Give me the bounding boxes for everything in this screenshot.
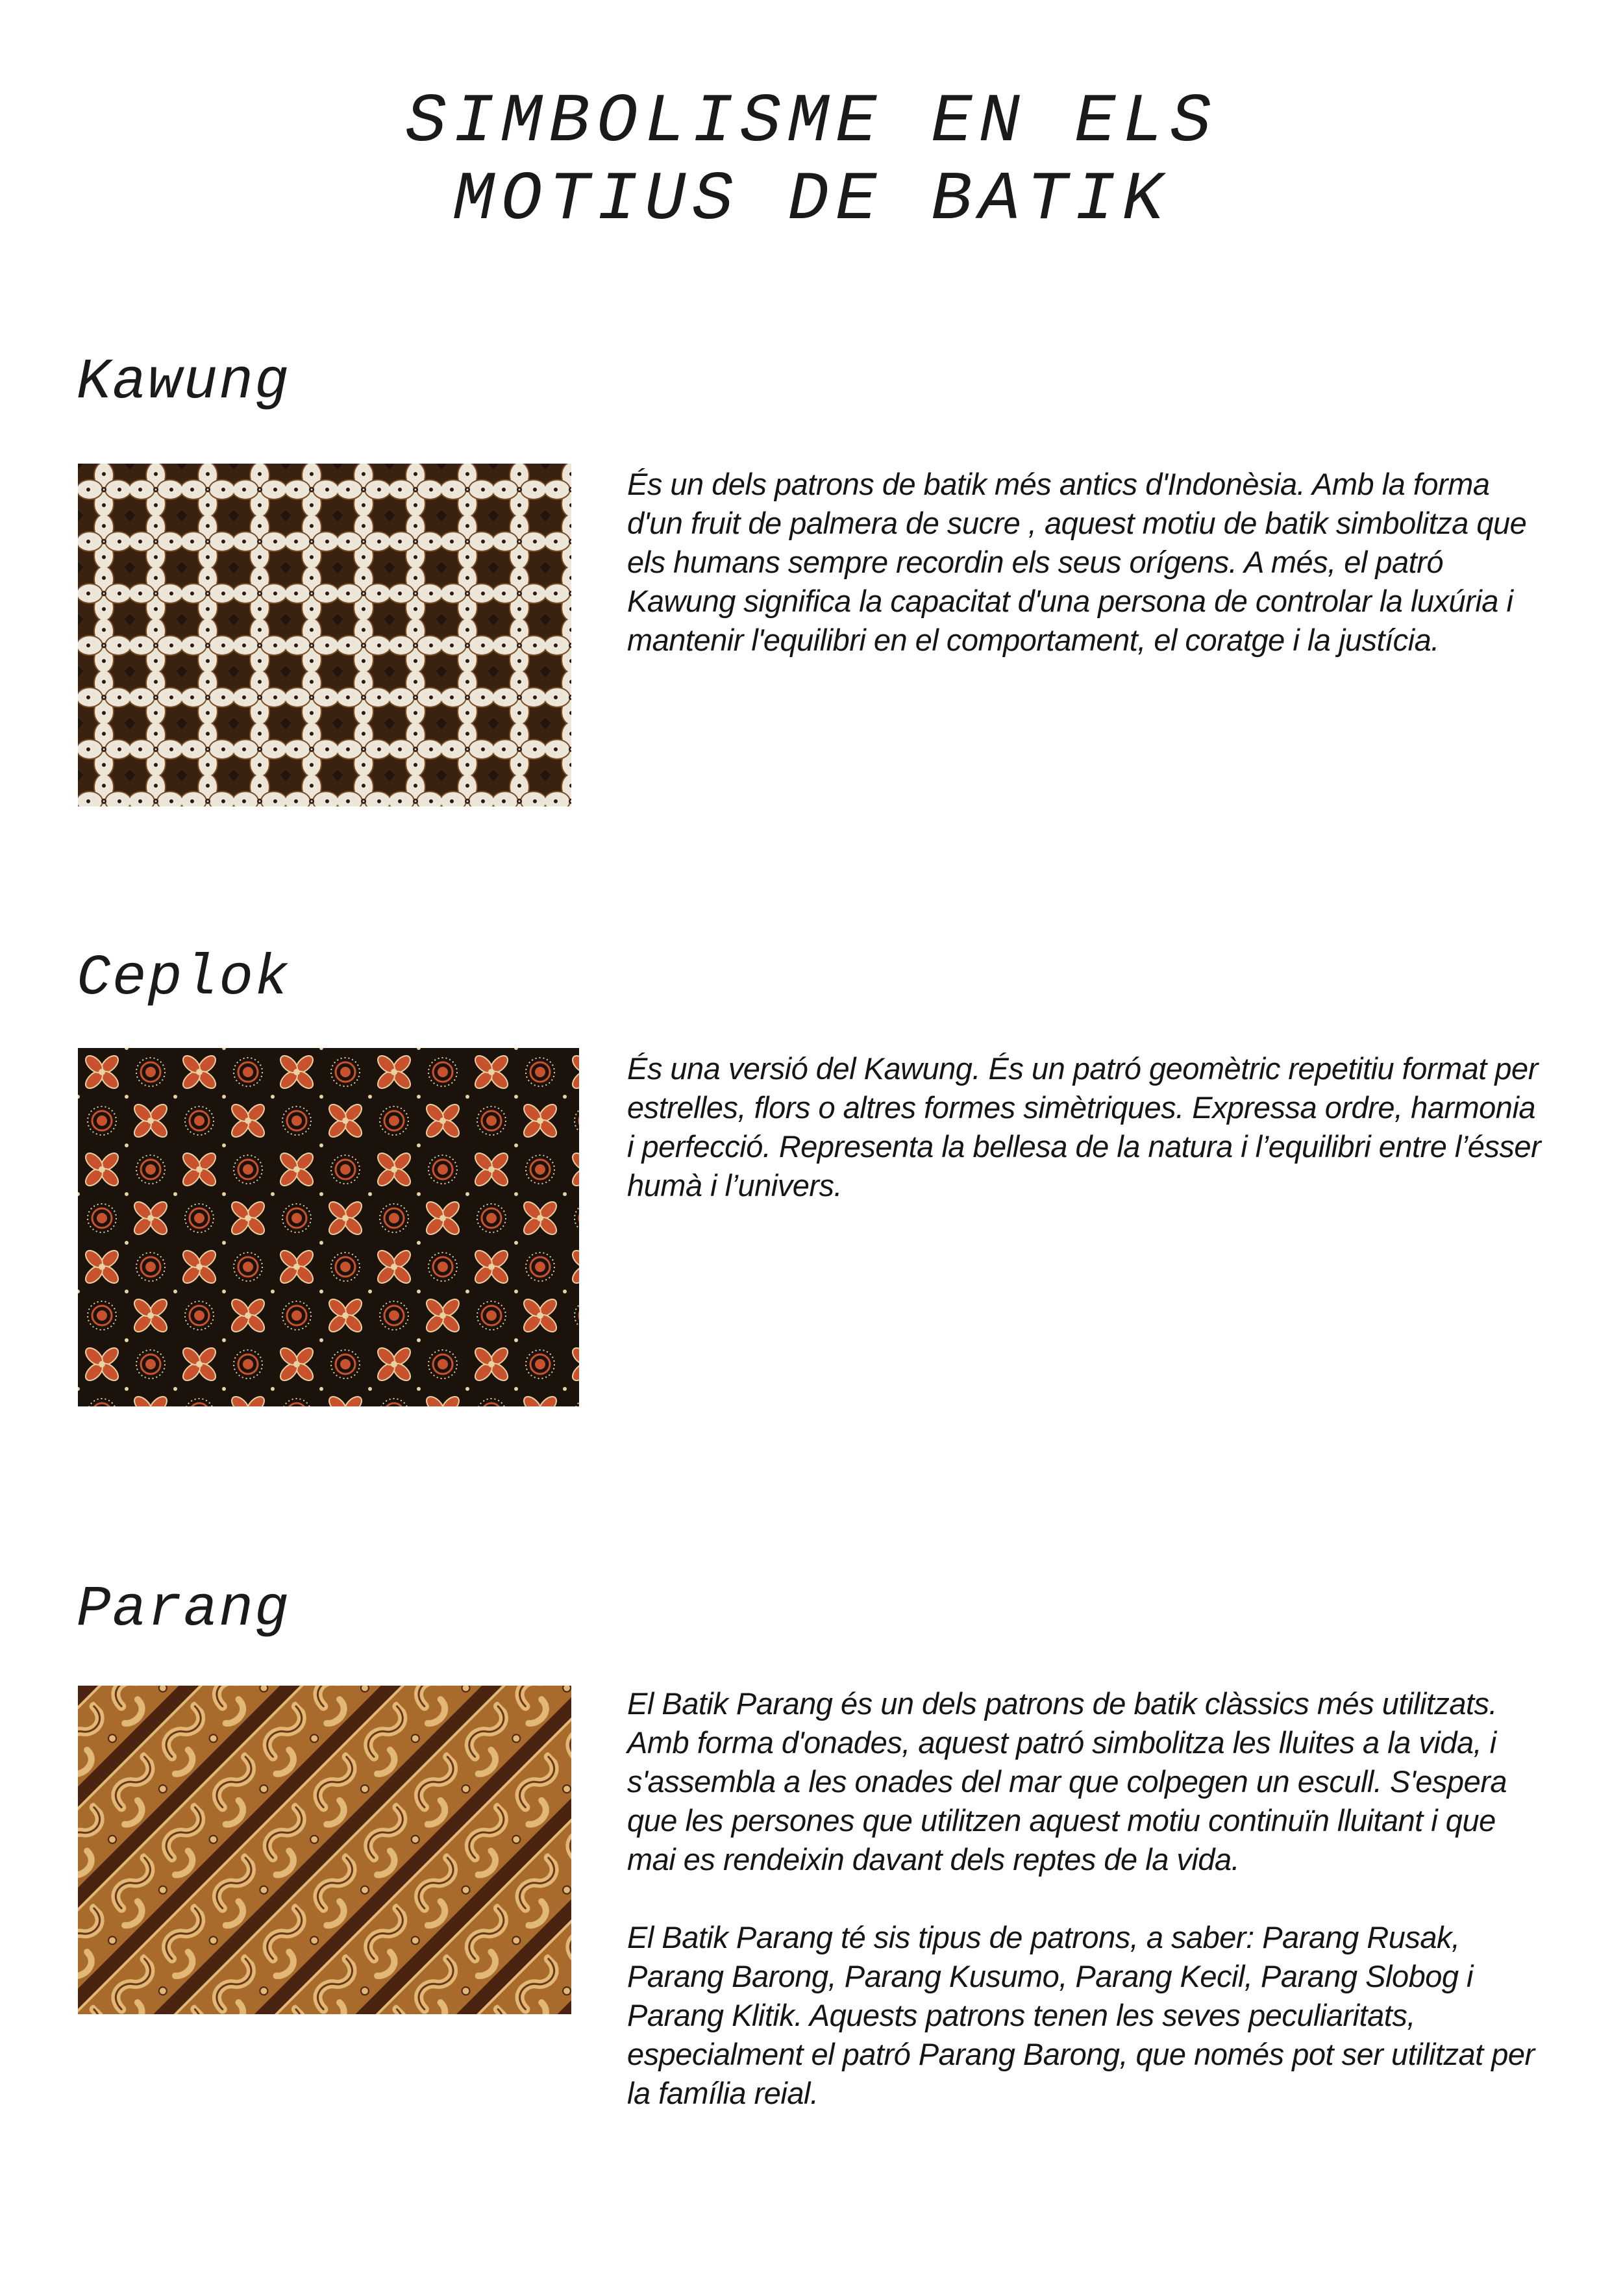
- parang-batik-pattern-image: [78, 1686, 571, 2014]
- ceplok-description: [627, 1049, 1549, 1205]
- page-title-line-1: SIMBOLISME EN ELS: [405, 83, 1218, 161]
- kawung-paragraph: És un dels patrons de batik més antics d'Indonèsia. Amb la forma d'un fruit de palmera de sucre , aquest motiu de batik simbolitza que els humans sempre recordin els seus orígens. A més, el patró Kawung significa la capacitat d'una persona de controlar la luxúria i mantenir l'equilibri en el comportament, el coratge i la justícia.: [627, 467, 1527, 657]
- parang-description: [627, 1684, 1549, 2113]
- parang-paragraph-2: El Batik Parang té sis tipus de patrons, a saber: Parang Rusak, Parang Barong, Parang Kusumo, Parang Kecil, Parang Slobog i Parang Klitik. Aquests patrons tenen les seves peculiaritats, especialment el patró Parang Barong, que només pot ser utilitzat per la família reial.: [627, 1920, 1535, 2110]
- ceplok-batik-pattern-image: [78, 1048, 579, 1406]
- kawung-description: [627, 465, 1549, 660]
- parang-paragraph-1: El Batik Parang és un dels patrons de batik clàssics més utilitzats. Amb forma d'onades, aquest patró simbolitza les lluites a la vida, i s'assembla a les onades del mar que colpegen un escull. S'espera que les persones que utilitzen aquest motiu continuïn lluitant i que mai es rendeixin davant dels reptes de la vida.: [627, 1686, 1507, 1877]
- page-title: [0, 83, 1623, 239]
- page-title-line-2: MOTIUS DE BATIK: [452, 161, 1171, 239]
- section-heading-kawung: Kawung: [77, 351, 290, 415]
- kawung-batik-pattern-image: [78, 464, 571, 806]
- section-heading-ceplok: Ceplok: [77, 947, 290, 1011]
- section-heading-parang: Parang: [77, 1578, 290, 1642]
- ceplok-paragraph: És una versió del Kawung. És un patró geomètric repetitiu format per estrelles, flors o altres formes simètriques. Expressa ordre, harmonia i perfecció. Representa la bellesa de la natura i l’equilibri entre l’ésser humà i l’univers.: [627, 1051, 1541, 1203]
